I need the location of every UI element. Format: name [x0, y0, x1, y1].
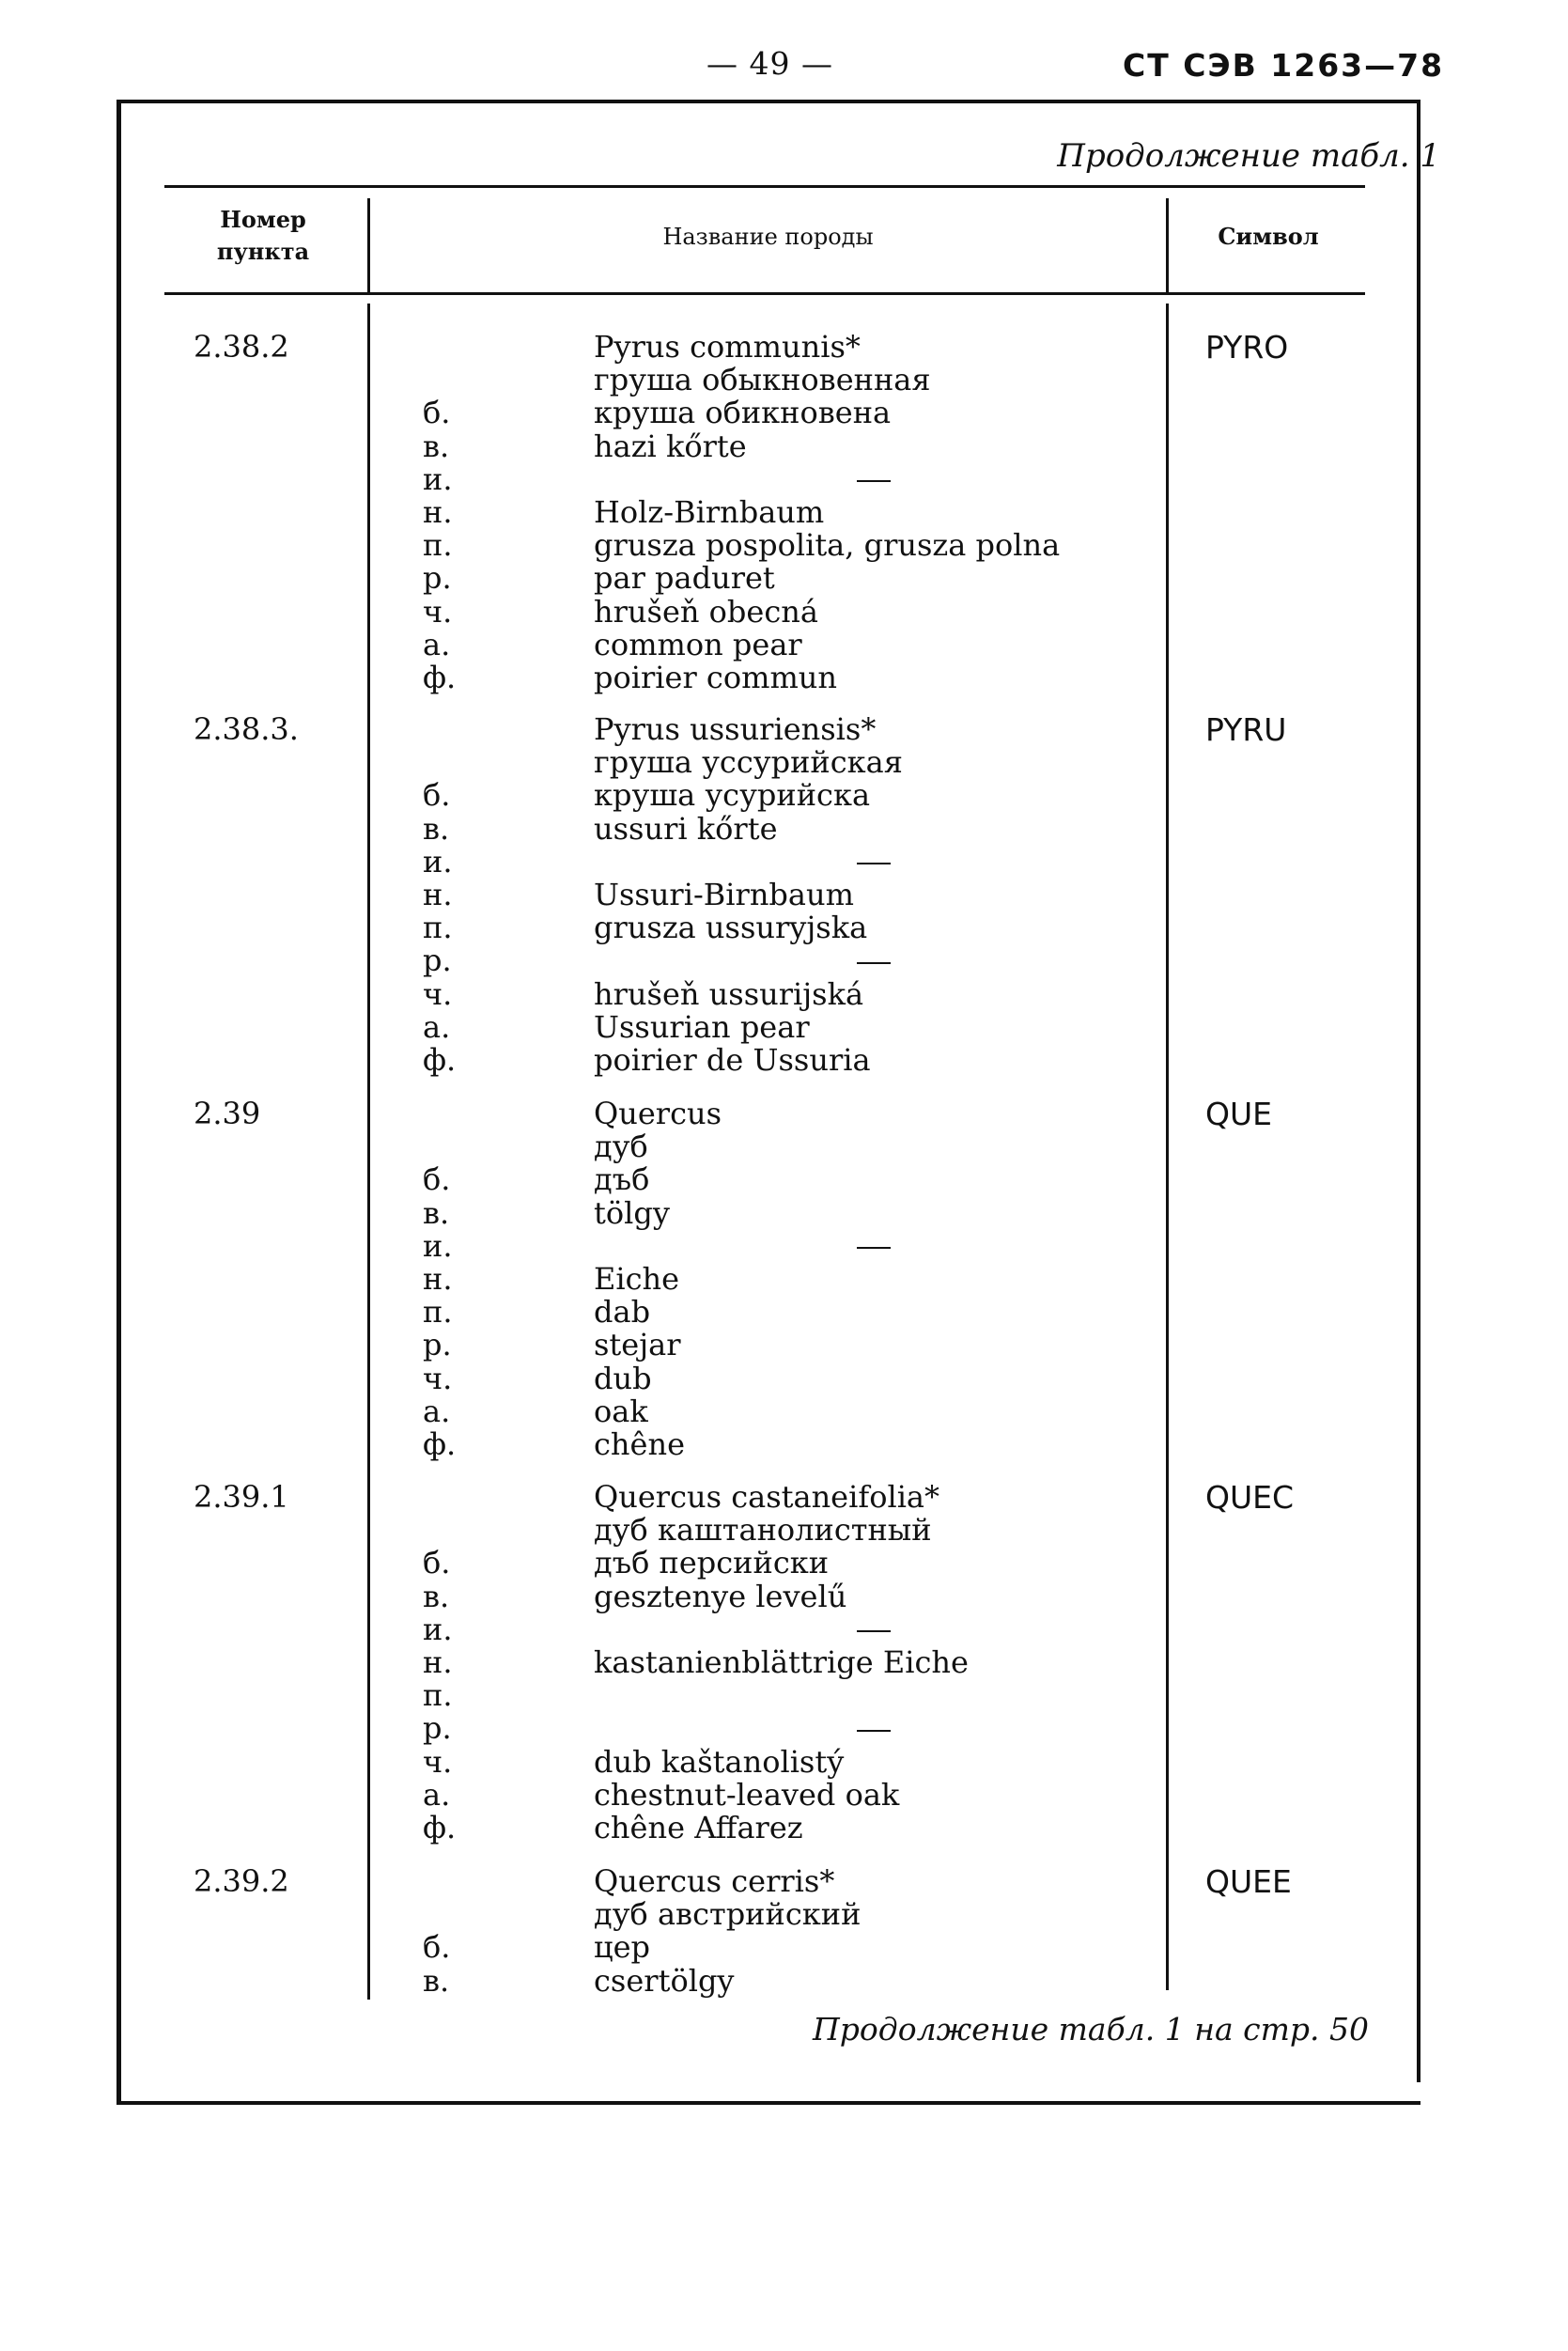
- species-name: hrušeň ussurijská: [594, 975, 864, 1012]
- species-name: poirier de Ussuria: [594, 1042, 871, 1078]
- item-number: 2.38.3.: [194, 711, 299, 747]
- table-row: [0, 1898, 1568, 1931]
- header-number-line1: Номер: [220, 206, 306, 233]
- item-number: 2.39.2: [194, 1863, 289, 1899]
- species-name: stejar: [594, 1327, 681, 1363]
- language-code: а.: [423, 1008, 451, 1045]
- no-name-dash: [857, 1247, 891, 1249]
- table-row: [0, 1428, 1568, 1461]
- header-name-column: Название породы: [662, 224, 874, 250]
- species-name: grusza pospolita, grusza polna: [594, 527, 1061, 564]
- language-code: н.: [423, 1261, 453, 1297]
- species-name: Quercus cerris*: [594, 1863, 835, 1899]
- continuation-footer: Продолжение табл. 1 на стр. 50: [813, 2011, 1369, 2047]
- language-code: б.: [423, 1545, 451, 1581]
- species-name: [594, 846, 891, 879]
- language-code: н.: [423, 877, 453, 912]
- table-row: [0, 364, 1568, 397]
- language-code: б.: [423, 777, 451, 814]
- species-name: common pear: [594, 626, 802, 662]
- page-number: — 49 —: [706, 45, 833, 82]
- table-row: [0, 1227, 1568, 1264]
- language-code: и.: [423, 1611, 453, 1647]
- table-row: [0, 593, 1568, 630]
- language-code: ч.: [423, 593, 453, 630]
- language-code: н.: [423, 1644, 453, 1680]
- species-name: oak: [594, 1393, 648, 1429]
- language-code: и.: [423, 843, 453, 880]
- species-name: tölgy: [594, 1194, 670, 1231]
- table-row: [0, 1194, 1568, 1231]
- species-name: Quercus castaneifolia*: [594, 1479, 939, 1515]
- language-code: а.: [423, 626, 451, 662]
- species-name: csertölgy: [594, 1962, 735, 1999]
- species-name: круша обикновена: [594, 395, 892, 431]
- language-code: б.: [423, 1929, 451, 1966]
- table-row: [0, 879, 1568, 911]
- table-row: [0, 1679, 1568, 1712]
- table-row: [0, 1646, 1568, 1679]
- language-code: ф.: [423, 1426, 457, 1462]
- table-row: [0, 810, 1568, 847]
- language-code: а.: [423, 1776, 451, 1813]
- table-row: [0, 460, 1568, 497]
- table-row: [0, 496, 1568, 529]
- item-number: 2.38.2: [194, 329, 289, 365]
- table-row: [0, 1931, 1568, 1964]
- table-row: [0, 944, 1568, 977]
- species-name: kastanienblättrige Eiche: [594, 1644, 969, 1680]
- table-row: [0, 1962, 1568, 1999]
- language-code: ч.: [423, 1743, 453, 1780]
- species-name: дъб: [594, 1161, 650, 1198]
- item-number: 2.39.1: [194, 1479, 289, 1515]
- species-symbol: PYRU: [1205, 711, 1287, 748]
- no-name-dash: [857, 480, 891, 482]
- table-row: [0, 975, 1568, 1012]
- language-code: ф.: [423, 1042, 457, 1078]
- language-code: а.: [423, 1393, 451, 1429]
- species-name: Holz-Birnbaum: [594, 494, 825, 530]
- species-name: [594, 1230, 891, 1263]
- no-name-dash: [857, 1730, 891, 1732]
- species-name: dab: [594, 1294, 651, 1331]
- header-bottom-rule: [164, 292, 1365, 295]
- table-row: [0, 1514, 1568, 1547]
- table-row: [0, 1329, 1568, 1362]
- table-row: [0, 1865, 1568, 1898]
- language-code: ч.: [423, 975, 453, 1012]
- species-name: [594, 1712, 891, 1745]
- table-row: [0, 1580, 1568, 1613]
- species-symbol: QUEC: [1205, 1479, 1295, 1516]
- species-name: дуб: [594, 1129, 648, 1165]
- table-row: [0, 1776, 1568, 1813]
- table-row: [0, 430, 1568, 463]
- species-symbol: QUEE: [1205, 1863, 1292, 1900]
- species-name: ussuri kőrte: [594, 810, 778, 847]
- species-name: цер: [594, 1929, 650, 1966]
- language-code: р.: [423, 1327, 452, 1363]
- table-row: [0, 911, 1568, 944]
- table-row: [0, 1547, 1568, 1580]
- language-code: в.: [423, 1194, 450, 1231]
- language-code: р.: [423, 1710, 452, 1747]
- species-name: груша обыкновенная: [594, 362, 931, 398]
- species-name: Pyrus communis*: [594, 329, 861, 365]
- table-row: [0, 1098, 1568, 1130]
- language-code: п.: [423, 910, 453, 946]
- table-row: [0, 1395, 1568, 1428]
- language-code: и.: [423, 460, 453, 497]
- language-code: в.: [423, 1578, 450, 1614]
- no-name-dash: [857, 962, 891, 964]
- species-name: chêne Affarez: [594, 1810, 803, 1845]
- language-code: р.: [423, 560, 452, 597]
- language-code: б.: [423, 1161, 451, 1198]
- header-symbol-column: Символ: [1218, 223, 1319, 250]
- species-symbol: PYRO: [1205, 329, 1289, 366]
- species-name: груша уссурийская: [594, 744, 903, 781]
- species-name: Ussuri-Birnbaum: [594, 877, 854, 912]
- language-code: ч.: [423, 1360, 453, 1396]
- language-code: б.: [423, 395, 451, 431]
- species-name: [594, 463, 891, 496]
- frame-bottom-border: [116, 2101, 1421, 2105]
- table-row: [0, 1481, 1568, 1514]
- species-name: grusza ussuryjska: [594, 910, 868, 946]
- document-code: СТ СЭВ 1263—78: [1123, 47, 1445, 84]
- table-row: [0, 1743, 1568, 1780]
- table-row: [0, 843, 1568, 880]
- table-row: [0, 331, 1568, 364]
- table-row: [0, 779, 1568, 812]
- language-code: п.: [423, 1294, 453, 1331]
- language-code: н.: [423, 494, 453, 530]
- table-row: [0, 713, 1568, 746]
- language-code: п.: [423, 1677, 453, 1714]
- language-code: в.: [423, 428, 450, 464]
- table-row: [0, 1130, 1568, 1163]
- language-code: п.: [423, 527, 453, 564]
- column-divider-right-header: [1166, 198, 1169, 292]
- table-row: [0, 397, 1568, 429]
- species-name: hazi kőrte: [594, 428, 747, 464]
- species-name: par paduret: [594, 560, 775, 597]
- header-top-rule: [164, 185, 1365, 188]
- species-name: дуб каштанолистный: [594, 1512, 932, 1549]
- species-name: dub: [594, 1360, 652, 1396]
- species-name: Pyrus ussuriensis*: [594, 711, 877, 747]
- table-row: [0, 1362, 1568, 1395]
- language-code: ф.: [423, 660, 457, 695]
- language-code: р.: [423, 942, 452, 979]
- table-row: [0, 1812, 1568, 1845]
- table-row: [0, 1008, 1568, 1045]
- frame-top-border: [116, 100, 1421, 103]
- species-name: gesztenye levelű: [594, 1578, 847, 1614]
- table-row: [0, 562, 1568, 595]
- table-row: [0, 746, 1568, 779]
- table-row: [0, 1712, 1568, 1745]
- species-name: [594, 1613, 891, 1646]
- table-row: [0, 1044, 1568, 1077]
- table-row: [0, 626, 1568, 662]
- language-code: в.: [423, 1962, 450, 1999]
- language-code: и.: [423, 1227, 453, 1264]
- species-name: hrušeň obecná: [594, 593, 818, 630]
- column-divider-left-header: [367, 198, 370, 292]
- species-name: Quercus: [594, 1096, 722, 1131]
- language-code: ф.: [423, 1810, 457, 1845]
- header-number-column: [188, 204, 338, 268]
- item-number: 2.39: [194, 1096, 261, 1131]
- species-name: Ussurian pear: [594, 1008, 810, 1045]
- no-name-dash: [857, 863, 891, 864]
- continuation-title: Продолжение табл. 1: [1057, 137, 1440, 175]
- species-symbol: QUE: [1205, 1096, 1272, 1132]
- header-number-line2: пункта: [216, 238, 310, 265]
- species-name: [594, 944, 891, 977]
- table-row: [0, 1613, 1568, 1646]
- species-name: Eiche: [594, 1261, 680, 1297]
- species-name: chêne: [594, 1426, 686, 1462]
- table-row: [0, 1163, 1568, 1196]
- table-row: [0, 529, 1568, 562]
- species-name: дъб персийски: [594, 1545, 830, 1581]
- no-name-dash: [857, 1630, 891, 1632]
- table-row: [0, 1296, 1568, 1329]
- table-row: [0, 1263, 1568, 1296]
- table-row: [0, 662, 1568, 694]
- species-name: dub kaštanolistý: [594, 1743, 845, 1780]
- species-name: chestnut-leaved oak: [594, 1776, 900, 1813]
- species-name: дуб австрийский: [594, 1896, 862, 1933]
- language-code: в.: [423, 810, 450, 847]
- species-name: круша усурийска: [594, 777, 871, 814]
- species-name: poirier commun: [594, 660, 838, 695]
